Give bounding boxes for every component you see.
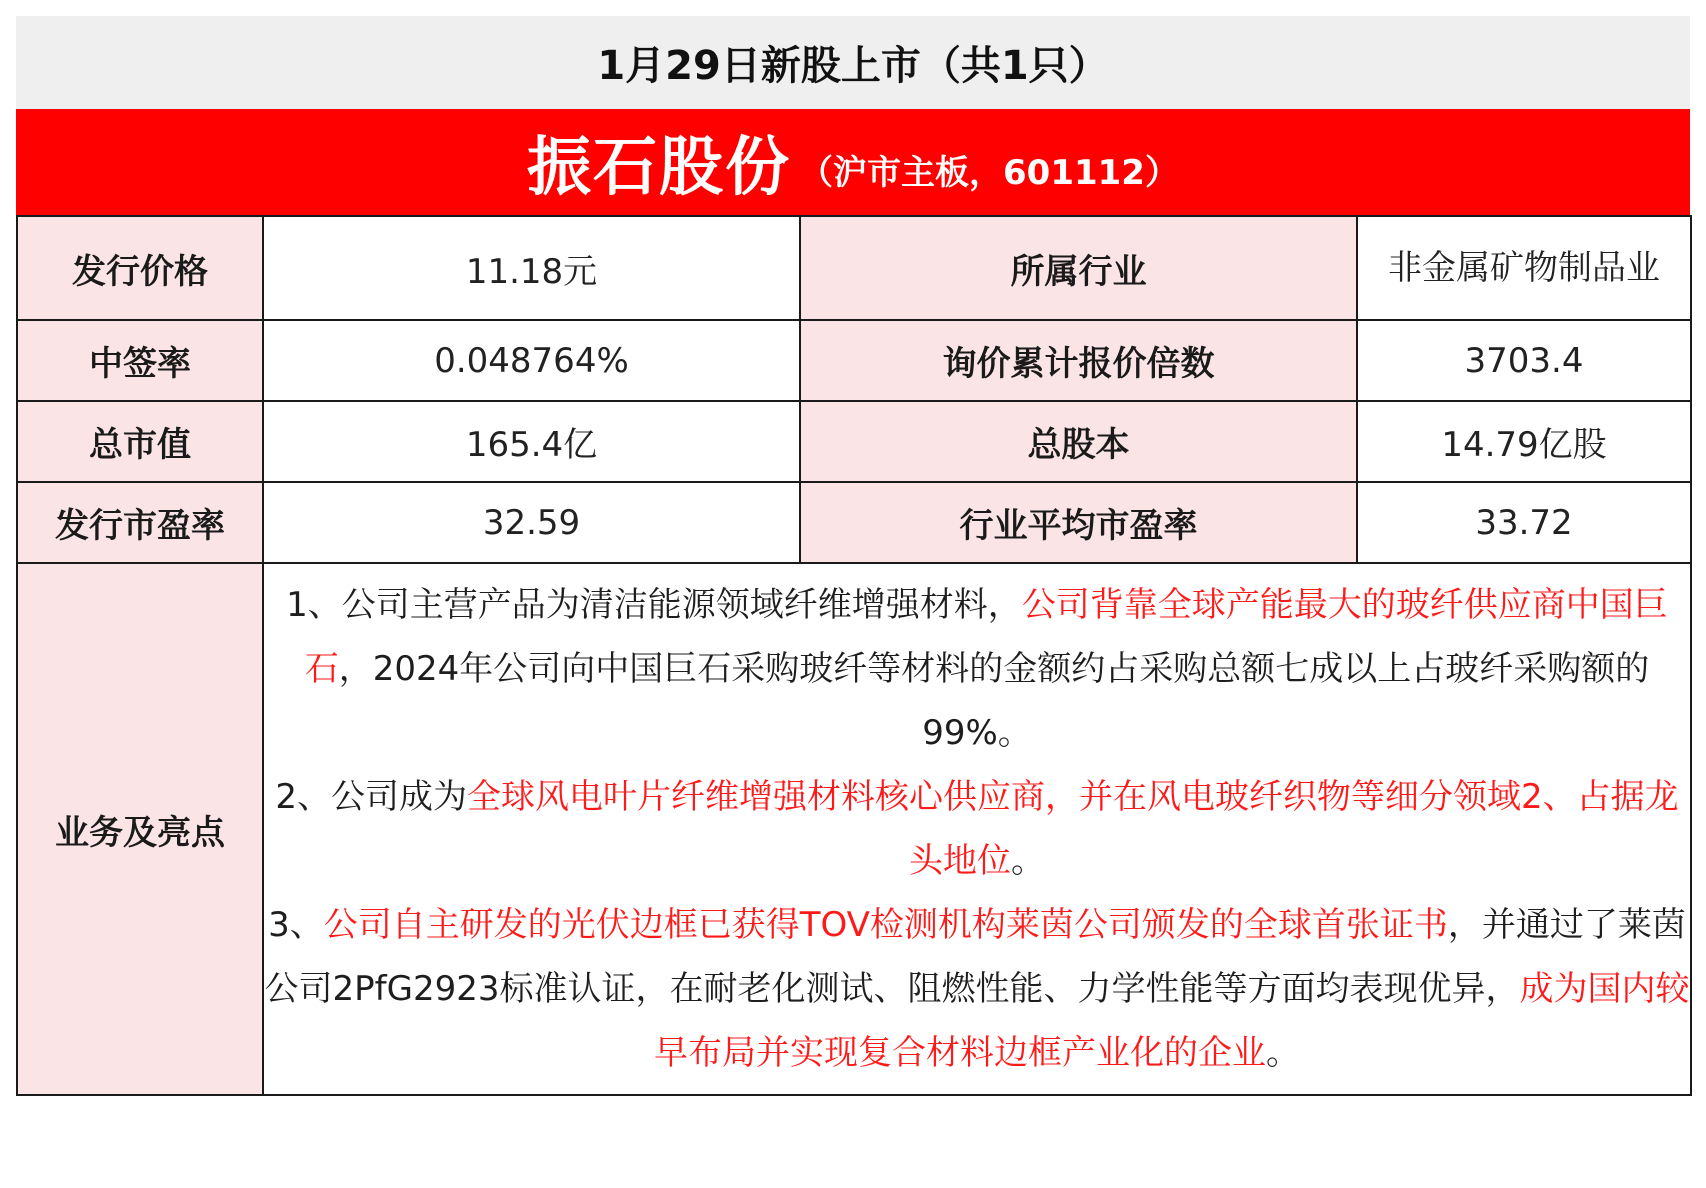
highlight-emphasis: 公司背靠全球产能最大的玻纤供应商中国巨石 [304,585,1668,689]
industry-label: 所属行业 [800,216,1357,320]
issue-price-value: 11.18元 [263,216,800,320]
highlight-text: 1、公司主营产品为清洁能源领域纤维增强材料， [286,585,1022,625]
stock-header [16,109,1690,215]
highlight-text: ，2024年公司向中国巨石采购玻纤等材料的金额约占采购总额七成以上占玻纤采购额的99%。 [338,649,1650,753]
stock-name: 振石股份 [527,131,792,205]
highlight-emphasis: 公司自主研发的光伏边框已获得TOV检测机构莱茵公司颁发的全球首张证书 [323,905,1448,945]
total-shares-value: 14.79亿股 [1357,401,1691,482]
highlight-paragraph-2 [264,765,1690,893]
business-highlights [263,563,1691,1095]
business-label: 业务及亮点 [17,563,263,1095]
highlight-text: 2、公司成为 [275,777,467,817]
industry-pe-value: 33.72 [1357,482,1691,563]
issue-pe-label: 发行市盈率 [17,482,263,563]
ipo-info-table [16,215,1692,1096]
winning-rate-value: 0.048764% [263,320,800,401]
table-row [17,563,1691,1095]
highlight-emphasis: 成为国内较早布局并实现复合材料边框产业化的企业 [654,969,1690,1073]
total-shares-label: 总股本 [800,401,1357,482]
highlight-text: 。 [1011,841,1045,881]
highlight-emphasis: 全球风电叶片纤维增强材料核心供应商，并在风电玻纤织物等细分领域2、占据龙头地位 [467,777,1679,881]
table-row [17,216,1691,320]
market-cap-label: 总市值 [17,401,263,482]
industry-value: 非金属矿物制品业 [1357,216,1691,320]
market-cap-value: 165.4亿 [263,401,800,482]
ipo-card [16,16,1690,1176]
industry-pe-label: 行业平均市盈率 [800,482,1357,563]
winning-rate-label: 中签率 [17,320,263,401]
issue-pe-value: 32.59 [263,482,800,563]
highlight-paragraph-3 [264,893,1690,1085]
stock-market-code: （沪市主板，601112） [799,152,1179,193]
highlight-text: ，并通过了莱茵公司2PfG2923标准认证，在耐老化测试、阻燃性能、力学性能等方面均表现优异， [264,905,1686,1009]
table-row [17,482,1691,563]
highlight-paragraph-1 [264,573,1690,765]
issue-price-label: 发行价格 [17,216,263,320]
page-title: 1月29日新股上市（共1只） [16,16,1690,109]
table-row [17,320,1691,401]
highlight-text: 3、 [268,905,324,945]
subscription-multiple-label: 询价累计报价倍数 [800,320,1357,401]
highlight-text: 。 [1266,1033,1300,1073]
table-row [17,401,1691,482]
subscription-multiple-value: 3703.4 [1357,320,1691,401]
